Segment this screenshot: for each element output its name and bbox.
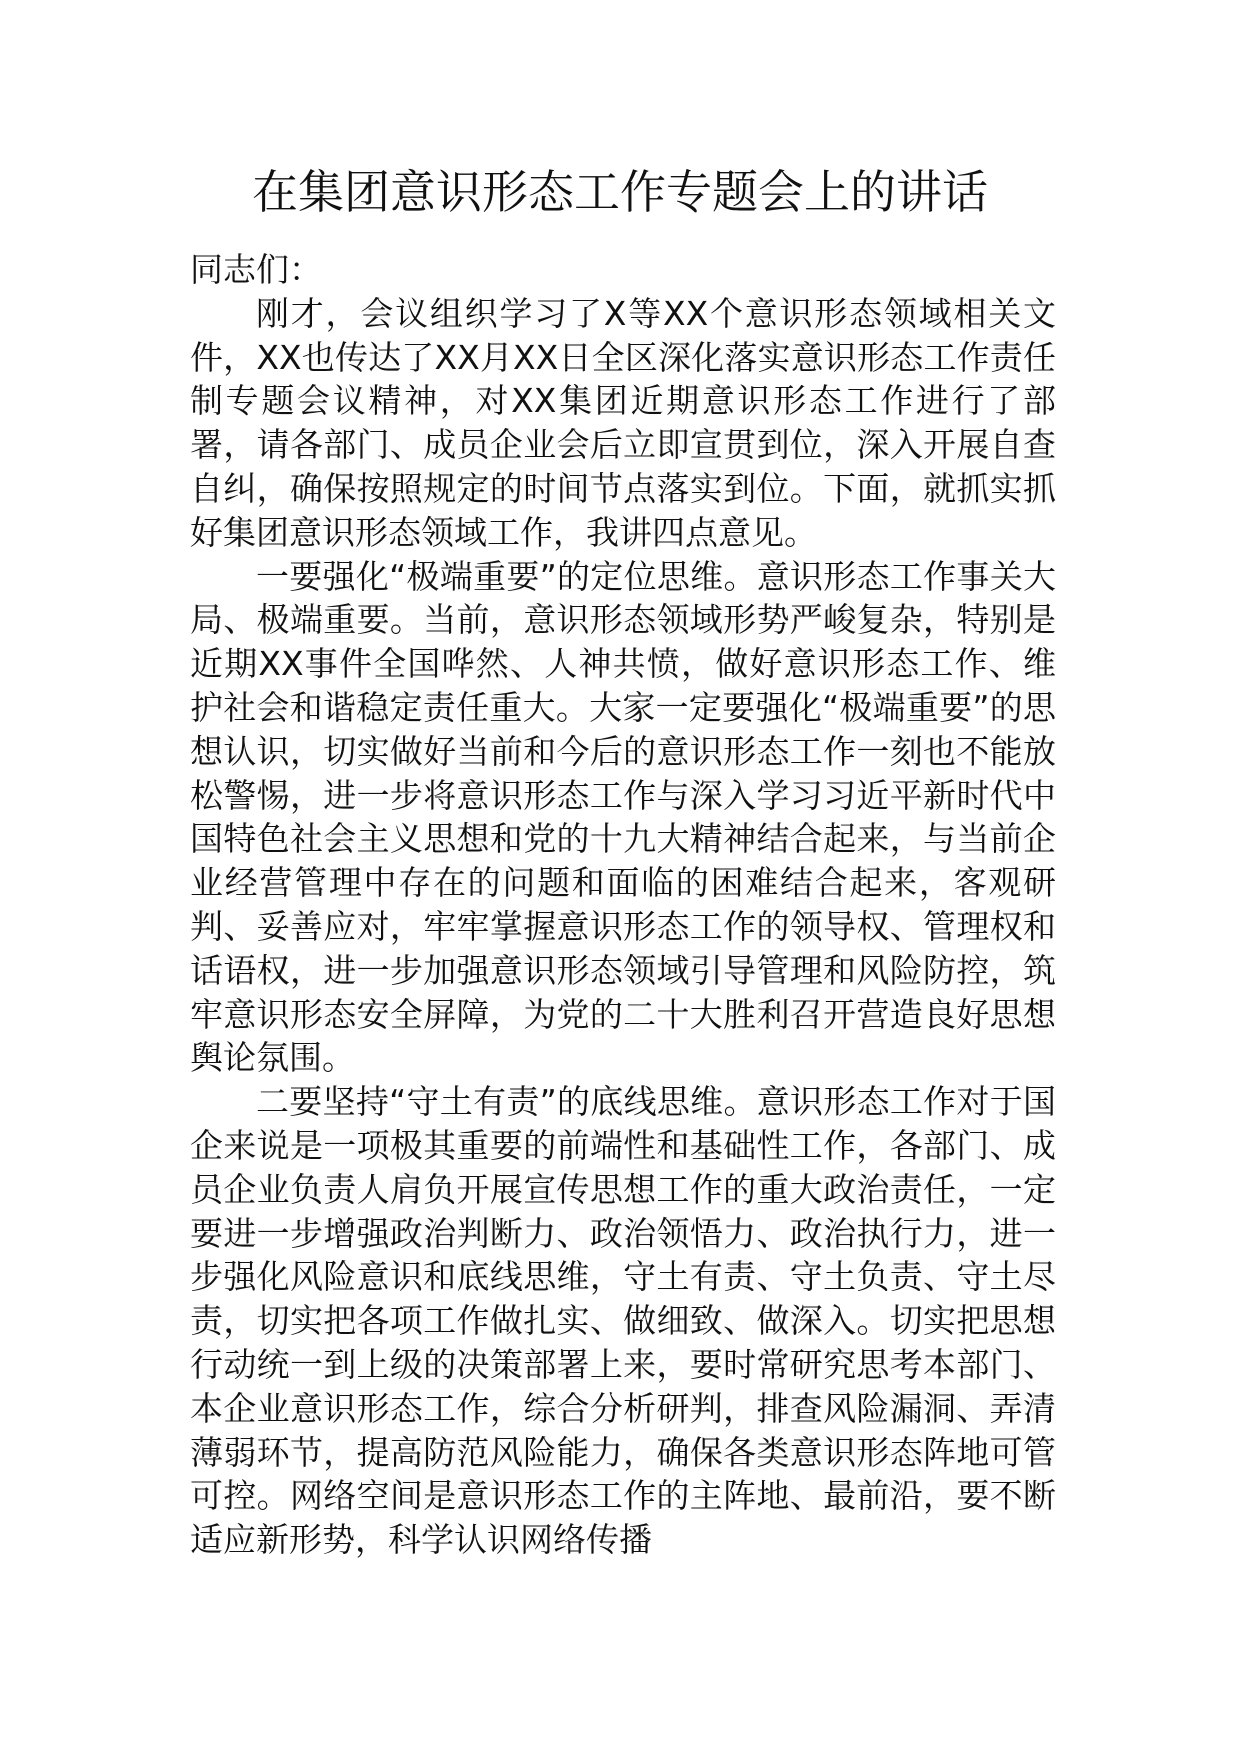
document-body [190,248,1056,1562]
document-title: 在集团意识形态工作专题会上的讲话 [252,165,988,219]
paragraph-point-two: 二要坚持“守土有责”的底线思维。意识形态工作对于国企来说是一项极其重要的前端性和基础性工作，各部门、成员企业负责人肩负开展宣传思想工作的重大政治责任，一定要进一步增强政治判断力、政治领悟力、政治执行力，进一步强化风险意识和底线思维，守土有责、守土负责、守土尽责，切实把各项工作做扎实、做细致、做深入。切实把思想行动统一到上级的决策部署上来，要时常研究思考本部门、本企业意识形态工作，综合分析研判，排查风险漏洞、弄清薄弱环节，提高防范风险能力，确保各类意识形态阵地可管可控。网络空间是意识形态工作的主阵地、最前沿，要不断适应新形势，科学认识网络传播 [190,1082,1056,1560]
paragraph-point-one: 一要强化“极端重要”的定位思维。意识形态工作事关大局、极端重要。当前，意识形态领域形势严峻复杂，特别是近期XX事件全国哗然、人神共愤，做好意识形态工作、维护社会和谐稳定责任重大。大家一定要强化“极端重要”的思想认识，切实做好当前和今后的意识形态工作一刻也不能放松警惕，进一步将意识形态工作与深入学习习近平新时代中国特色社会主义思想和党的十九大精神结合起来，与当前企业经营管理中存在的问题和面临的困难结合起来，客观研判、妥善应对，牢牢掌握意识形态工作的领导权、管理权和话语权，进一步加强意识形态领域引导管理和风险防控，筑牢意识形态安全屏障，为党的二十大胜利召开营造良好思想舆论氛围。 [190,556,1056,1078]
paragraph-intro: 刚才，会议组织学习了X等XX个意识形态领域相关文件，XX也传达了XX月XX日全区深化落实意识形态工作责任制专题会议精神，对XX集团近期意识形态工作进行了部署，请各部门、成员企业会后立即宣贯到位，深入开展自查自纠，确保按照规定的时间节点落实到位。下面，就抓实抓好集团意识形态领域工作，我讲四点意见。 [190,293,1056,552]
salutation: 同志们： [190,250,322,289]
